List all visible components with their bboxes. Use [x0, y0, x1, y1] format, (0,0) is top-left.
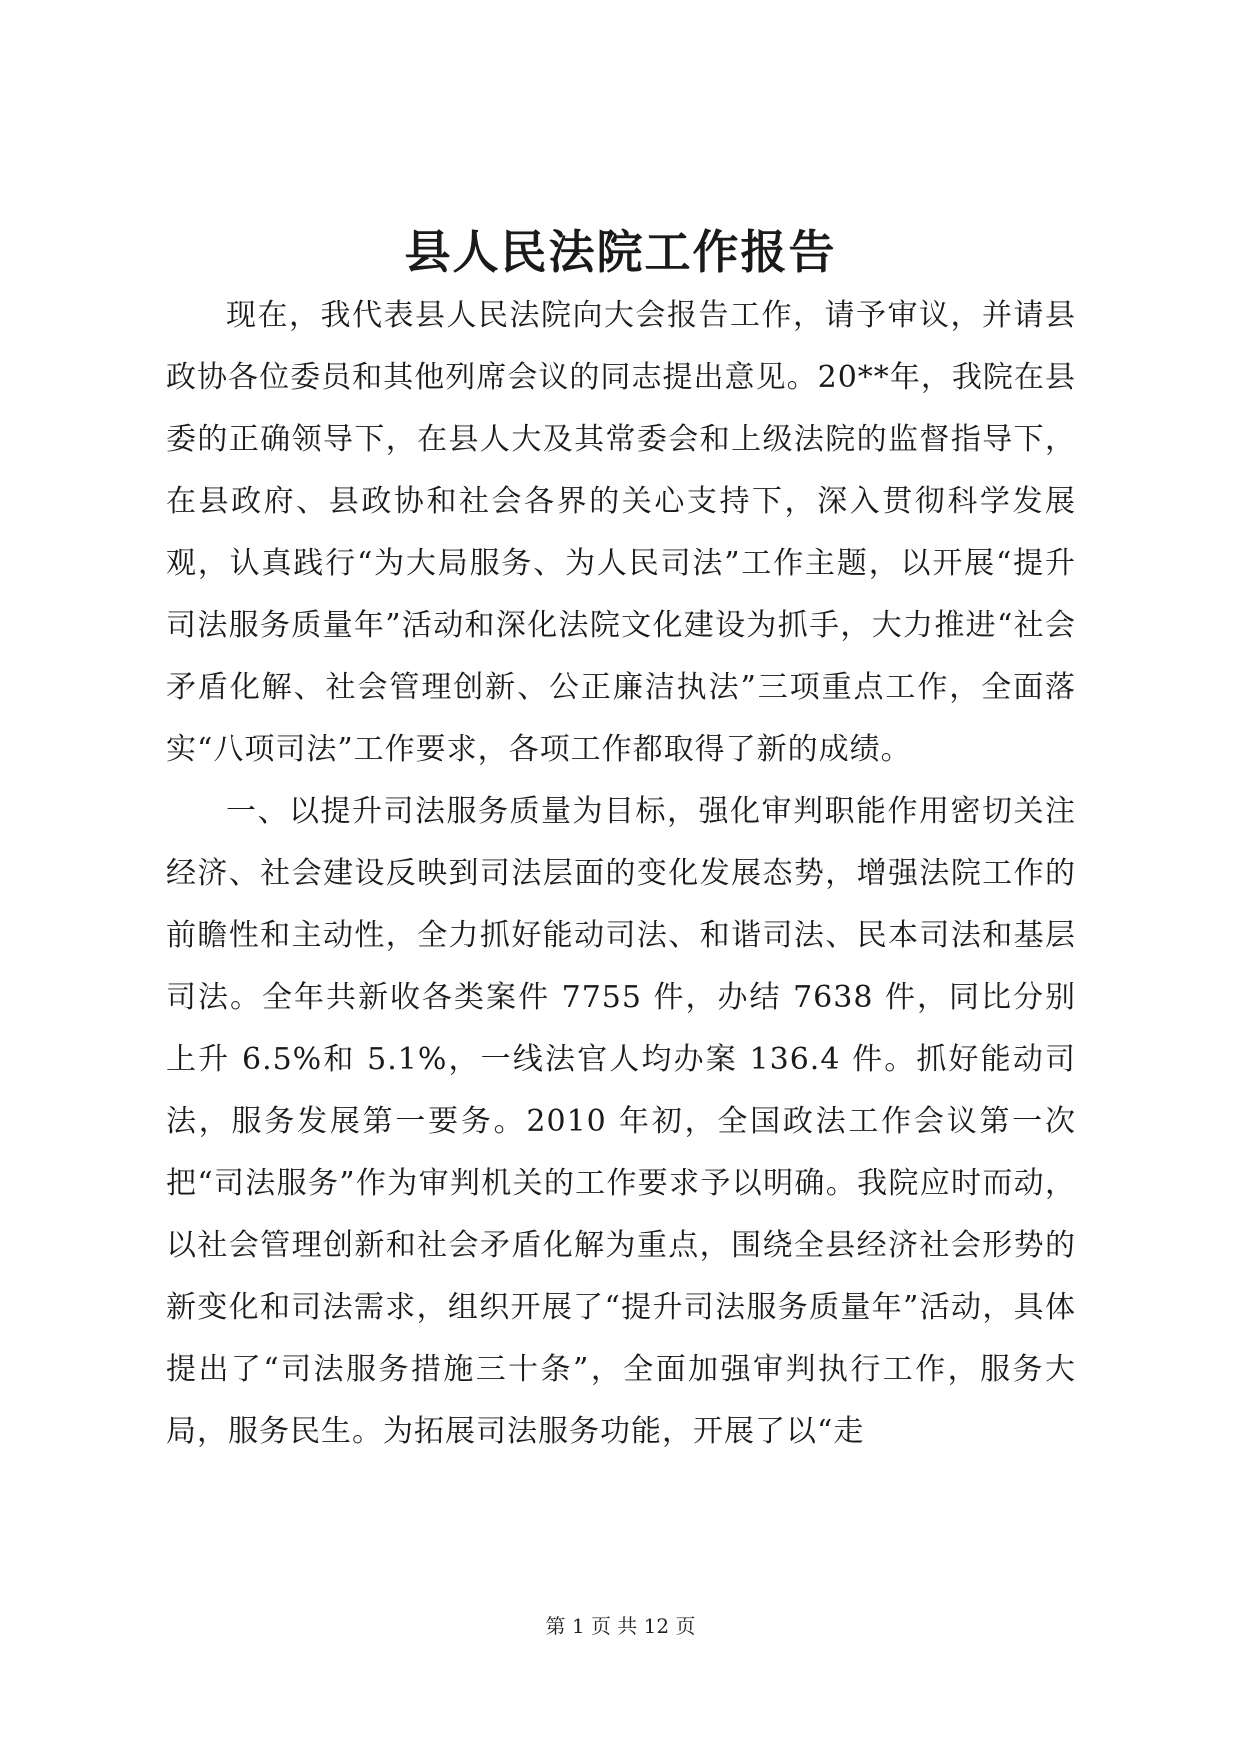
paragraph-section-one: 一、以提升司法服务质量为目标，强化审判职能作用密切关注经济、社会建设反映到司法层面的变化发展态势，增强法院工作的前瞻性和主动性，全力抓好能动司法、和谐司法、民本司法和基层司法。全年共新收各类案件 7755 件，办结 7638 件，同比分别上升 6.5%和 5.1%，一线法官人均办案 136.4 件。抓好能动司法，服务发展第一要务。2010 年初，全国政法工作会议第一次把“司法服务”作为审判机关的工作要求予以明确。我院应时而动，以社会管理创新和社会矛盾化解为重点，围绕全县经济社会形势的新变化和司法需求，组织开展了“提升司法服务质量年”活动，具体提出了“司法服务措施三十条”，全面加强审判执行工作，服务大局，服务民生。为拓展司法服务功能，开展了以“走	[166, 794, 1076, 1449]
document-body	[166, 285, 1076, 1463]
paragraph-intro: 现在，我代表县人民法院向大会报告工作，请予审议，并请县政协各位委员和其他列席会议的同志提出意见。20**年，我院在县委的正确领导下，在县人大及其常委会和上级法院的监督指导下，在县政府、县政协和社会各界的关心支持下，深入贯彻科学发展观，认真践行“为大局服务、为人民司法”工作主题，以开展“提升司法服务质量年”活动和深化法院文化建设为抓手，大力推进“社会矛盾化解、社会管理创新、公正廉洁执法”三项重点工作，全面落实“八项司法”工作要求，各项工作都取得了新的成绩。	[166, 298, 1076, 767]
page-number-footer: 第 1 页 共 12 页	[545, 1614, 696, 1638]
document-title: 县人民法院工作报告	[404, 225, 837, 279]
